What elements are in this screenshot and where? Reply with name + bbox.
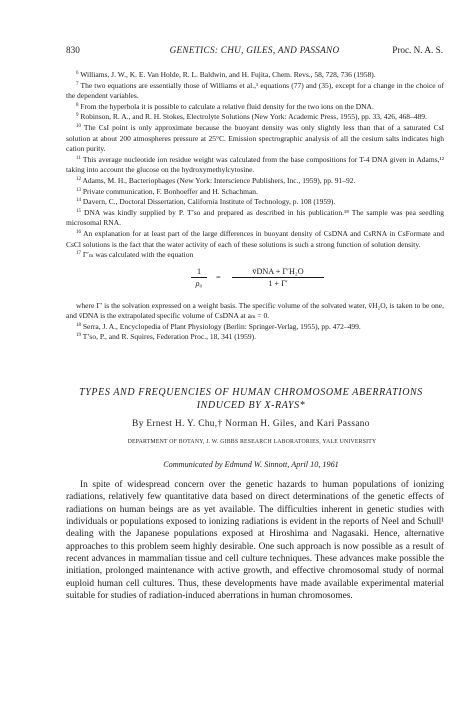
footnote-text: The CsI point is only approximate because the buoyant density was only slightly less than that of a saturated CsI solution at about 200 atmospheres pressure at 25°C. Emission spectrographic analysis of all the cesium salts indicates high cation purity. — [66, 122, 444, 154]
footnote-number: 12 — [76, 176, 81, 182]
footnote-text: where Γ′ is the solvation expressed on a weight basis. The specific volume of the solvated water, v̄H₂O, is taken to be one, and v̄DNA is the extrapolated specific volume of CsDNA at aₘ = 0. — [66, 300, 444, 321]
footnote-text: T’so, P., and R. Squires, Federation Proc., 18, 341 (1959). — [81, 332, 257, 342]
article-title — [62, 386, 440, 412]
page-number: 830 — [66, 45, 80, 55]
equation-equals: = — [216, 272, 221, 282]
footnote-text: Private communication, F. Bonhoeffer and H. Schachman. — [81, 186, 258, 196]
footnote-number: 13 — [76, 187, 81, 193]
footnote-number: 9 — [76, 113, 79, 119]
footnote-text: This average nucleotide ion residue weight was calculated from the base compositions for T-4 DNA given in Adams,¹² taking into account the glucose on the hydroxymethylcytosine. — [66, 154, 444, 175]
footnote — [66, 81, 444, 102]
footnote — [66, 208, 444, 229]
journal-abbrev: Proc. N. A. S. — [392, 45, 443, 55]
footnote-number: 18 — [76, 322, 81, 328]
equation-rhs-denominator: 1 + Γ′ — [268, 278, 288, 288]
article-body-paragraph: In spite of widespread concern over the genetic hazards to human populations of ionizing radiations, relatively few quantitative data based on direct determinations of the genetic effects of radiations on human beings are as yet available. The difficulties inherent in genetic studies with individuals or populations exposed to ionizing radiations is evident in the reports of Neel and Schull¹ dealing with the Japanese populations exposed at Hiroshima and Nagasaki. Hence, alternative approaches to this problem seem highly desirable. One such approach is now possible as a result of recent advances in mammalian tissue and cell culture techniques. These advances make possible the initiation, prolonged maintenance with active growth, and effective chromosomal study of normal euploid human cell cultures. Thus, these developments have made available experimental material suitable for studies of radiation-induced aberrations in human chromosomes. — [66, 480, 444, 602]
footnote-text: Williams, J. W., K. E. Van Holde, R. L. Baldwin, and H. Fujita, Chem. Revs., 58, 728, 736 (1958). — [78, 70, 376, 79]
footnote-text: Robinson, R. A., and R. H. Stokes, Electrolyte Solutions (New York: Academic Press, 1955), pp. 33, 426, 468–489. — [78, 112, 427, 122]
article-title-line2: INDUCED BY X-RAYS* — [196, 400, 306, 411]
footnote-text: Adams, M. H., Bacteriophages (New York: Interscience Publishers, Inc., 1959), pp. 91–92. — [81, 175, 356, 185]
author-affiliation: DEPARTMENT OF BOTANY, J. W. GIBBS RESEARCH LABORATORIES, YALE UNIVERSITY — [127, 439, 377, 445]
footnote-text: Davern, C., Doctoral Dissertation, California Institute of Technology, p. 108 (1959). — [81, 197, 336, 207]
footnote — [66, 176, 444, 187]
footnote-text: DNA was kindly supplied by P. T’so and prepared as described in his publication.¹⁸ The sample was pea seedling microsomal RNA. — [66, 207, 444, 228]
equation-lhs-denominator: ρ₀ — [195, 278, 203, 288]
equation-lhs-numerator: 1 — [191, 267, 207, 278]
footnote-number: 10 — [76, 123, 81, 129]
solvation-equation — [66, 265, 444, 297]
footnote-text: An explanation for at least part of the large differences in buoyant density of CsDNA and CsRNA in CsFormate and CsCl solutions is the fact that the water activity of each of these solutions is such a strong function of solution density. — [66, 228, 444, 249]
footnote — [66, 301, 444, 322]
article-title-line1: TYPES AND FREQUENCIES OF HUMAN CHROMOSOME ABERRATIONS — [79, 387, 423, 398]
equation-rhs — [232, 267, 324, 290]
footnote — [66, 187, 444, 198]
footnote — [66, 112, 444, 123]
footnote-number: 15 — [76, 208, 81, 214]
footnote — [66, 229, 444, 250]
running-title: GENETICS: CHU, GILES, AND PASSANO — [169, 45, 340, 55]
running-header — [66, 45, 443, 57]
footnote-number: 19 — [76, 333, 81, 339]
footnote-number: 17 — [76, 251, 81, 257]
equation-rhs-numerator: v̄DNA + Γ′H₂O — [232, 267, 324, 278]
footnote-number: 14 — [76, 198, 81, 204]
footnote — [66, 70, 444, 81]
footnote — [66, 123, 444, 155]
footnote-text: Γ′ₘ was calculated with the equation — [81, 250, 194, 260]
footnote — [66, 197, 444, 208]
footnotes-block — [66, 70, 444, 343]
footnote — [66, 322, 444, 333]
footnote — [66, 332, 444, 343]
footnote-text: Serra, J. A., Encyclopedia of Plant Physiology (Berlin: Springer-Verlag, 1955), pp. 472–499. — [81, 321, 361, 331]
footnote-number: 16 — [76, 229, 81, 235]
communicated-by: Communicated by Edmund W. Sinnott, April 10, 1961 — [163, 460, 339, 469]
footnote-number: 7 — [76, 81, 79, 87]
footnote — [66, 155, 444, 176]
article-authors: By Ernest H. Y. Chu,† Norman H. Giles, and Kari Passano — [132, 418, 370, 428]
footnote — [66, 102, 444, 113]
footnote-text: The two equations are essentially those of Williams et al.,¹ equations (77) and (35), except for a change in the choice of the dependent variables. — [66, 80, 444, 101]
footnote — [66, 250, 444, 261]
footnote-number: 8 — [76, 102, 79, 108]
equation-lhs — [191, 267, 207, 290]
footnote-number: 6 — [76, 71, 79, 76]
footnote-text: From the hyperbola it is possible to calculate a relative fluid density for the two ions on the DNA. — [78, 101, 374, 111]
footnote-number: 11 — [76, 155, 81, 161]
